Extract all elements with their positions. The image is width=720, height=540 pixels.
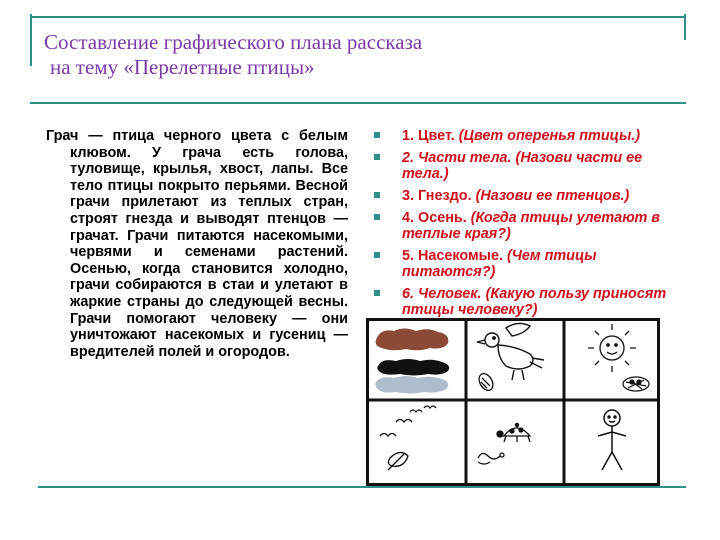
worm-icon	[478, 453, 504, 464]
plan-item-hint: (Какую пользу приносят птицы человеку?)	[402, 286, 667, 318]
paint-blots-icon	[375, 329, 449, 394]
plan-item-hint: (Цвет оперенья птицы.)	[458, 128, 641, 144]
story-text	[46, 128, 348, 360]
plan-list	[372, 128, 682, 324]
square-bullet-icon	[374, 154, 380, 160]
slide-title	[44, 30, 564, 80]
frame-line-top	[30, 16, 686, 18]
square-bullet-icon	[374, 214, 380, 220]
title-line-1: Составление графического плана рассказа	[44, 30, 423, 54]
frame-line-middle	[30, 102, 686, 104]
plan-item-label: 6. Человек.	[402, 286, 482, 302]
frame-line-bottom	[38, 486, 686, 488]
egg-icon	[476, 371, 495, 393]
frame-line-left	[30, 14, 32, 66]
square-bullet-icon	[374, 252, 380, 258]
plan-item	[372, 150, 682, 182]
square-bullet-icon	[374, 192, 380, 198]
nest-icon	[623, 377, 649, 391]
sun-icon	[588, 324, 636, 372]
ladybug-icon	[497, 423, 530, 442]
story-paragraph: Грач — птица черного цвета с белым клювом. У грача есть голова, туловище, крылья, хвост, лапы. Все тело птицы покрыто перьями. Весной грачи прилетают из теплых стран, строят гнезда и выводят птенцов — грачат. Грачи питаются насекомыми, червями и семенами растений. Осенью, когда становится холодно, грачи собираются в стаи и улетают в жаркие страны до следующей весны. Грачи помогают человеку — они уничтожают насекомых и гусениц — вредителей полей и огородов.	[46, 128, 348, 360]
square-bullet-icon	[374, 132, 380, 138]
plan-item-hint: (Назови части ее тела.)	[402, 150, 643, 182]
plan-item-hint: (Чем птицы питаются?)	[402, 248, 597, 280]
title-line-2: на тему «Перелетные птицы»	[50, 55, 315, 79]
plan-item	[372, 188, 682, 204]
plan-item-hint: (Назови ее птенцов.)	[475, 188, 630, 204]
plan-item	[372, 248, 682, 280]
frame-line-right	[684, 14, 686, 40]
plan-item-label: 4. Осень.	[402, 210, 467, 226]
plan-item-label: 2. Части тела.	[402, 150, 512, 166]
bird-icon	[477, 323, 544, 380]
plan-item-label: 1. Цвет.	[402, 128, 455, 144]
square-bullet-icon	[374, 290, 380, 296]
leaf-icon	[388, 452, 408, 470]
graphic-plan-grid	[366, 318, 660, 486]
stick-man-icon	[598, 410, 626, 470]
plan-item-label: 5. Насекомые.	[402, 248, 503, 264]
plan-item-hint: (Когда птицы улетают в теплые края?)	[402, 210, 660, 242]
plan-item-label: 3. Гнездо.	[402, 188, 472, 204]
plan-item	[372, 210, 682, 242]
flying-birds-icon	[380, 406, 436, 436]
plan-item	[372, 128, 682, 144]
plan-item	[372, 286, 682, 318]
